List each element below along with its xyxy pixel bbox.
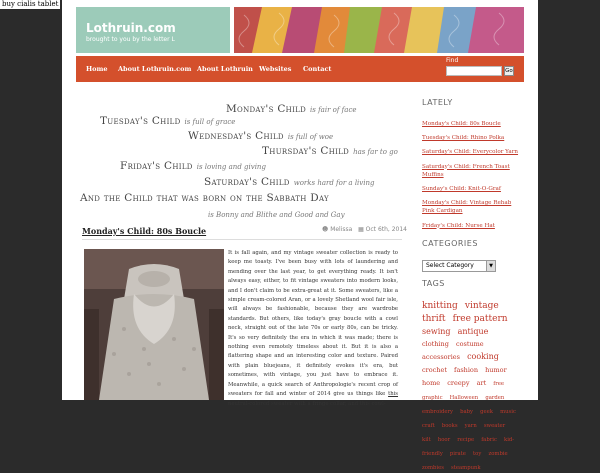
tag-link[interactable]: Halloween bbox=[449, 395, 479, 401]
poem-line bbox=[262, 139, 398, 158]
tag-link[interactable]: geek bbox=[480, 409, 494, 415]
top-link[interactable]: buy cialis tablet bbox=[2, 0, 59, 8]
poem-trait: is full of woe bbox=[287, 133, 334, 141]
tag-link[interactable]: thrift bbox=[422, 314, 446, 324]
poem-day: Thursday's Child bbox=[262, 145, 350, 157]
tag-link[interactable]: yarn bbox=[464, 423, 477, 429]
post-title[interactable]: Monday's Child: 80s Boucle bbox=[82, 226, 207, 236]
lately-item[interactable]: Saturday's Child: Everycolor Yarn bbox=[422, 149, 519, 156]
poem-trait: is Bonny and Blithe and Good and Gay bbox=[208, 211, 345, 219]
site-subtitle: brought to you by the letter L bbox=[86, 36, 175, 43]
user-icon: ☻ bbox=[322, 226, 329, 233]
post-photo[interactable] bbox=[84, 249, 224, 400]
post-date: Oct 6th, 2014 bbox=[365, 226, 407, 233]
category-select-value: Select Category bbox=[426, 262, 474, 269]
poem-trait: has far to go bbox=[353, 148, 398, 156]
nav-about-lothruin[interactable]: About Lothruin bbox=[197, 65, 253, 73]
tag-link[interactable]: sewing bbox=[422, 327, 451, 336]
category-select[interactable] bbox=[422, 260, 496, 272]
poem-day: Monday's Child bbox=[226, 103, 307, 115]
tag-link[interactable]: creepy bbox=[447, 379, 470, 387]
lately-item[interactable]: Saturday's Child: French Toast Muffins bbox=[422, 163, 510, 178]
tag-link[interactable]: books bbox=[441, 423, 458, 429]
tag-cloud bbox=[422, 298, 522, 473]
tags-heading: TAGS bbox=[422, 279, 445, 288]
tag-link[interactable]: fabric bbox=[481, 437, 497, 443]
post-body-text: neutral-colored sweater with a fringe collar, and this cowl- bbox=[228, 400, 386, 407]
tag-link[interactable]: vintage bbox=[464, 301, 499, 311]
tag-link[interactable]: free graphic bbox=[422, 381, 505, 401]
calendar-icon: ▦ bbox=[358, 226, 364, 233]
search-input[interactable] bbox=[446, 66, 502, 76]
tag-link[interactable]: humor bbox=[485, 366, 507, 374]
poem-line bbox=[226, 97, 357, 116]
header-banner-image bbox=[234, 7, 524, 53]
tag-link[interactable]: hoor bbox=[437, 437, 451, 443]
post-body-link[interactable]: this bbox=[388, 391, 399, 398]
tag-link[interactable]: home bbox=[422, 379, 441, 387]
tag-link[interactable]: costume bbox=[455, 340, 484, 348]
tag-link[interactable]: embroidery bbox=[422, 409, 454, 415]
poem-day: And the Child that was born on the Sabbath Day bbox=[80, 192, 329, 204]
page bbox=[62, 0, 538, 471]
nav-contact[interactable]: Contact bbox=[303, 65, 332, 73]
lately-list bbox=[422, 120, 522, 236]
poem-trait: is fair of face bbox=[310, 106, 357, 114]
lately-item[interactable]: Friday's Child: Nurse Hat bbox=[422, 222, 495, 229]
main-nav bbox=[76, 56, 524, 82]
tag-link[interactable]: sweater bbox=[483, 423, 506, 429]
poem-line bbox=[204, 202, 345, 221]
post-body-text: It is fall again, and my vintage sweater collection is ready to keep me toasty. I've been busy with lots of laundering and mending over the last year, to get everything ready. It isn't always easy, either, to fit vintage sweaters into modern looks, and I don't claim to be extra-great at it. Some sweaters, like a simple cream-colored Aran, or a lovely Shetland wool fair isle, will always be fashionable, because they are wardrobe standards. But others, like today's gray boucle with a cowl neck, straight out of the late 70s or early 80s, can be tricky. It's so very definitely the era in which it was made; there is nothing even remotely timeless about it. But it is also a flattering shape and an interesting color and texture. Paired with plain bluejeans, it definitely evokes it's era, but sometimes, with vintage, you just have to embrace it. Meanwhile, a quick search of Anthropologie's recent crop of sweaters for fall and winter of 2014 give us things like bbox=[228, 250, 398, 398]
tag-link[interactable]: knitting bbox=[422, 301, 458, 311]
poem-trait: is loving and giving bbox=[196, 163, 266, 171]
post-meta bbox=[322, 226, 407, 233]
tag-link[interactable]: craft bbox=[422, 423, 435, 429]
tag-link[interactable]: baby bbox=[460, 409, 474, 415]
tag-link[interactable]: zombie bbox=[488, 451, 508, 457]
poem-day: Wednesday's Child bbox=[188, 130, 284, 142]
lately-item[interactable]: Tuesday's Child: Rhino Polka bbox=[422, 135, 505, 142]
lately-item[interactable]: Sunday's Child: Knit-O-Graf bbox=[422, 186, 501, 193]
tag-link[interactable]: clothing bbox=[422, 340, 449, 348]
tag-link[interactable]: kid-friendly bbox=[422, 437, 515, 457]
tag-link[interactable]: zombies bbox=[422, 465, 444, 471]
tag-link[interactable]: kilt bbox=[422, 437, 431, 443]
lately-heading: LATELY bbox=[422, 98, 453, 107]
post-body bbox=[228, 249, 399, 407]
poem-day: Saturday's Child bbox=[204, 176, 290, 188]
poem-trait: is full of grace bbox=[184, 118, 236, 126]
search-go-button[interactable]: Go bbox=[505, 68, 513, 74]
site-title[interactable]: Lothruin.com bbox=[86, 21, 176, 35]
tag-link[interactable]: free pattern bbox=[452, 314, 508, 324]
tag-link[interactable]: garden bbox=[485, 395, 505, 401]
tag-link[interactable]: antique bbox=[457, 327, 489, 336]
poem-day: Friday's Child bbox=[120, 160, 193, 172]
tag-link[interactable]: crochet bbox=[422, 366, 447, 374]
tag-link[interactable]: recipe bbox=[457, 437, 475, 443]
tag-link[interactable]: toy bbox=[473, 451, 482, 457]
tag-link[interactable]: steampunk bbox=[451, 465, 481, 471]
poem-day: Tuesday's Child bbox=[100, 115, 181, 127]
lately-item[interactable]: Monday's Child: 80s Boucle bbox=[422, 121, 501, 127]
tag-link[interactable]: cooking bbox=[467, 352, 499, 361]
logo-box[interactable] bbox=[76, 7, 230, 53]
nav-about-site[interactable]: About Lothruin.com bbox=[118, 65, 192, 73]
tag-link[interactable]: pirate bbox=[449, 451, 466, 457]
tag-link[interactable]: music bbox=[500, 409, 516, 415]
post-author[interactable]: Melissa bbox=[330, 226, 353, 233]
tag-link[interactable]: accessories bbox=[422, 353, 460, 361]
header-poem bbox=[76, 92, 406, 218]
nav-websites[interactable]: Websites bbox=[259, 65, 292, 73]
header bbox=[76, 7, 524, 53]
lately-item[interactable]: Monday's Child: Vintage Rehab Pink Cardigan bbox=[422, 200, 512, 215]
find-label: Find bbox=[446, 57, 459, 64]
categories-heading: CATEGORIES bbox=[422, 239, 478, 248]
tag-link[interactable]: fashion bbox=[454, 366, 479, 374]
poem-trait: works hard for a living bbox=[293, 179, 375, 187]
tag-link[interactable]: art bbox=[476, 379, 487, 387]
chevron-down-icon: ▼ bbox=[486, 261, 495, 271]
divider bbox=[82, 239, 402, 240]
nav-home[interactable]: Home bbox=[86, 65, 108, 73]
